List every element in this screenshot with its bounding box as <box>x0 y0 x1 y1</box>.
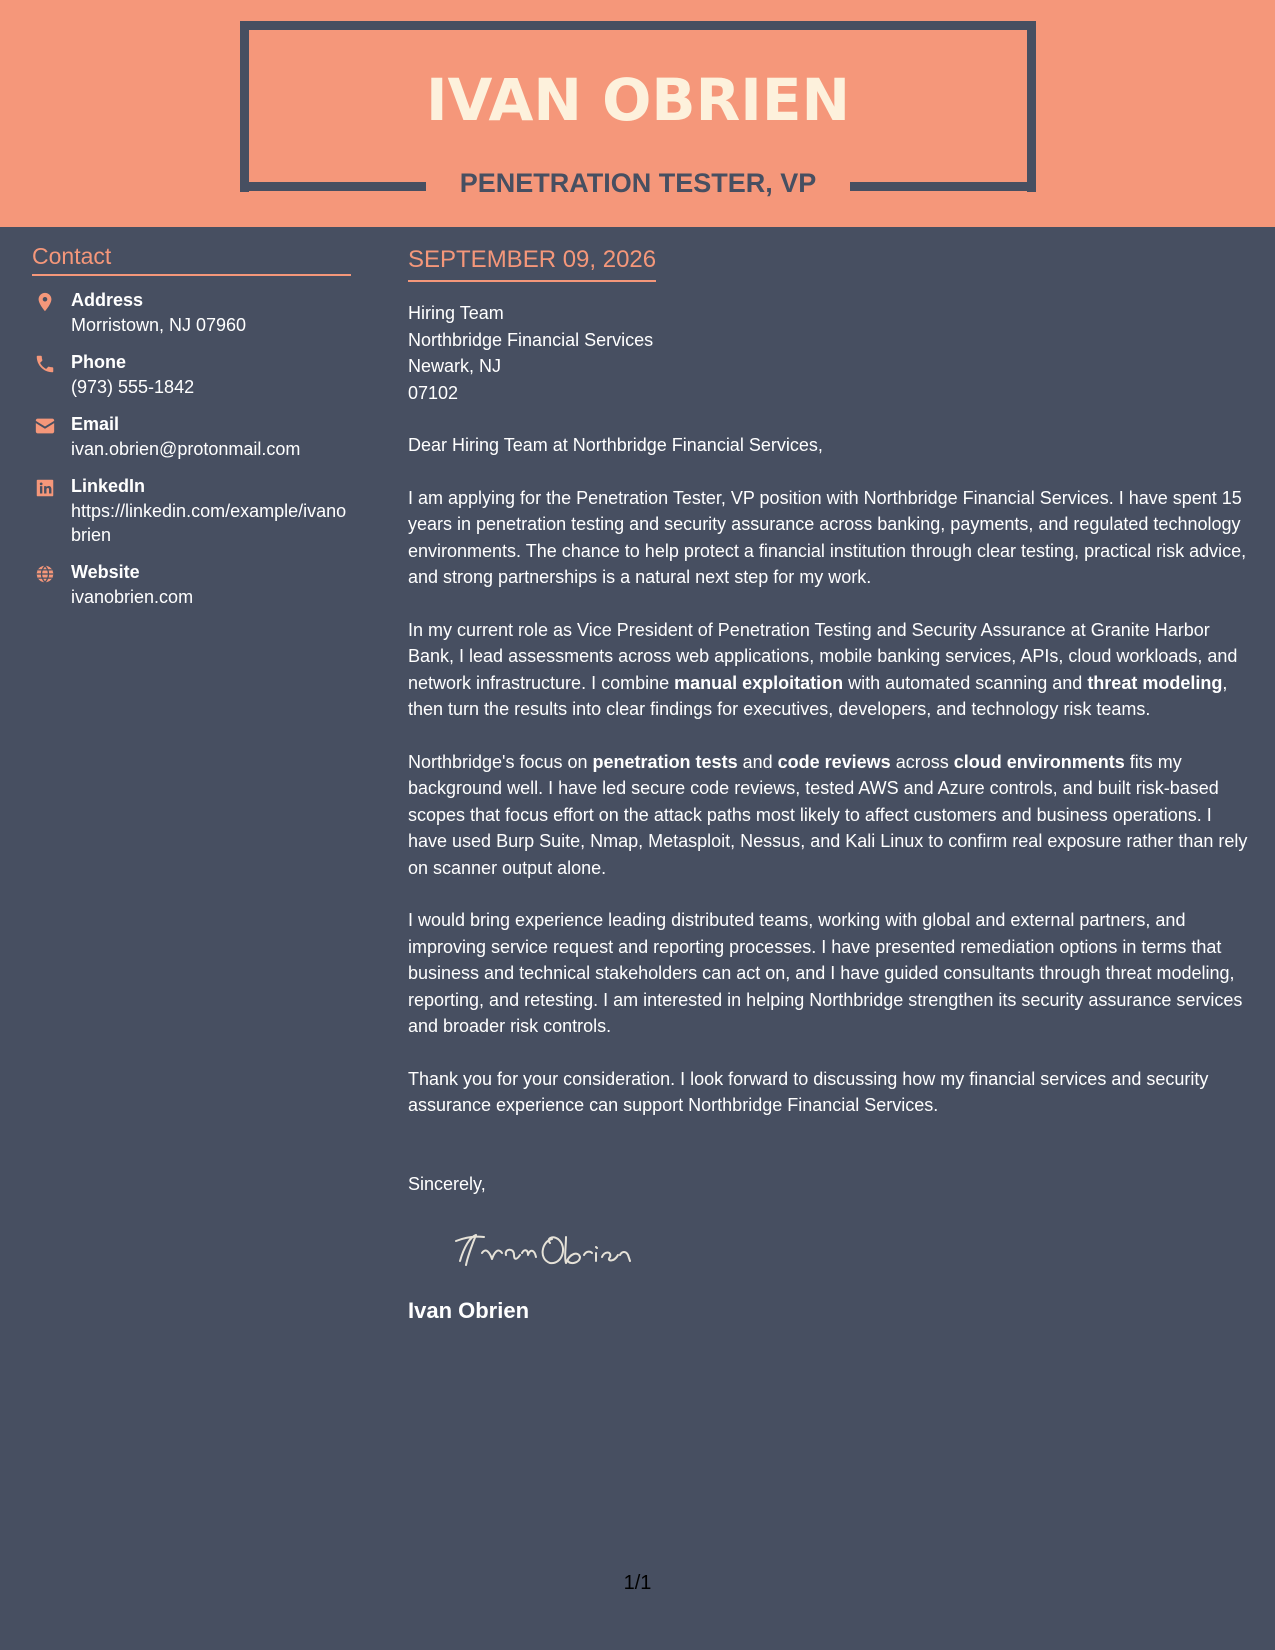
recipient-line: Hiring Team <box>408 303 504 323</box>
text-span: fits my background well. I have led secure code reviews, tested AWS and Azure controls, and built risk-based scopes that focus effort on the attack paths most likely to affect customers and business operations. I have used Burp Suite, Nmap, Metasploit, Nessus, and Kali Linux to confirm real exposure rather than rely on scanner output alone. <box>408 751 1248 878</box>
linkedin-icon <box>34 477 56 499</box>
contact-value: Morristown, NJ 07960 <box>71 315 247 335</box>
recipient-block <box>408 300 1250 406</box>
bold-keyword: manual exploitation <box>674 672 844 693</box>
frame-divider-right <box>850 182 1036 191</box>
signed-name: Ivan Obrien <box>408 1298 530 1323</box>
text-span: across <box>890 751 954 772</box>
contact-label: Phone <box>71 352 127 372</box>
contact-sidebar <box>32 242 351 622</box>
recipient-line: Northbridge Financial Services <box>408 329 654 350</box>
bold-keyword: penetration tests <box>592 751 738 772</box>
paragraph-4: I would bring experience leading distributed teams, working with global and external partners, and improving service request and reporting processes. I have presented remediation options in terms that business and technical stakeholders can act on, and I have guided consultants through threat modeling, reporting, and retesting. I am interested in helping Northbridge strengthen its security assurance services and broader risk controls. <box>408 910 1243 1036</box>
letter-date: SEPTEMBER 09, 2026 <box>408 244 656 282</box>
phone-icon <box>34 353 56 375</box>
recipient-line: Newark, NJ <box>408 356 502 376</box>
text-span: , then turn the results into clear findings for executives, developers, and technology risk teams. <box>408 672 1228 719</box>
contact-item-linkedin <box>32 474 351 547</box>
bold-keyword: code reviews <box>777 751 891 772</box>
text-span: and <box>737 751 778 772</box>
contact-link[interactable]: https://linkedin.com/example/ivanobrien <box>71 501 347 545</box>
applicant-name: IVAN OBRIEN <box>425 66 851 134</box>
handwritten-signature <box>446 1225 646 1275</box>
contact-label: LinkedIn <box>71 476 146 496</box>
map-pin-icon <box>34 291 56 313</box>
contact-item-email <box>32 412 351 461</box>
contact-value: ivan.obrien@protonmail.com <box>71 439 301 459</box>
envelope-icon <box>34 415 56 437</box>
job-title: PENETRATION TESTER, VP <box>459 168 817 198</box>
text-span: Northbridge's focus on <box>408 751 593 772</box>
paragraph-5: Thank you for your consideration. I look forward to discussing how my financial services and security assurance experience can support Northbridge Financial Services. <box>408 1068 1209 1115</box>
contact-item-website <box>32 560 351 609</box>
contact-label: Email <box>71 414 120 434</box>
page-number: 1/1 <box>623 1572 652 1594</box>
contact-label: Website <box>71 562 140 582</box>
header-banner <box>0 0 1275 227</box>
contact-heading: Contact <box>32 242 351 276</box>
contact-label: Address <box>71 290 144 310</box>
recipient-line: 07102 <box>408 382 459 403</box>
bold-keyword: cloud environments <box>953 751 1125 772</box>
text-span: with automated scanning and <box>843 672 1088 693</box>
paragraph-3 <box>408 749 1250 882</box>
contact-value: (973) 555-1842 <box>71 377 195 397</box>
globe-icon <box>34 563 56 585</box>
contact-item-address <box>32 288 351 337</box>
paragraph-2 <box>408 617 1250 723</box>
paragraph-1: I am applying for the Penetration Tester, VP position with Northbridge Financial Services. I have spent 15 years in penetration testing and security assurance across banking, payments, and regulated technology environments. The chance to help protect a financial institution through clear testing, practical risk advice, and strong partnerships is a natural next step for my work. <box>408 487 1247 587</box>
letter-body <box>408 244 1250 1326</box>
frame-divider-left <box>240 182 426 191</box>
greeting: Dear Hiring Team at Northbridge Financial Services, <box>408 435 823 455</box>
text-span: In my current role as Vice President of Penetration Testing and Security Assurance at Granite Harbor Bank, I lead assessments across web applications, mobile banking services, APIs, cloud workloads, and network infrastructure. I combine <box>408 619 1238 693</box>
closing: Sincerely, <box>408 1173 486 1194</box>
contact-item-phone <box>32 350 351 399</box>
bold-keyword: threat modeling <box>1087 672 1223 693</box>
contact-list <box>32 288 351 609</box>
contact-link[interactable]: ivanobrien.com <box>71 587 194 607</box>
